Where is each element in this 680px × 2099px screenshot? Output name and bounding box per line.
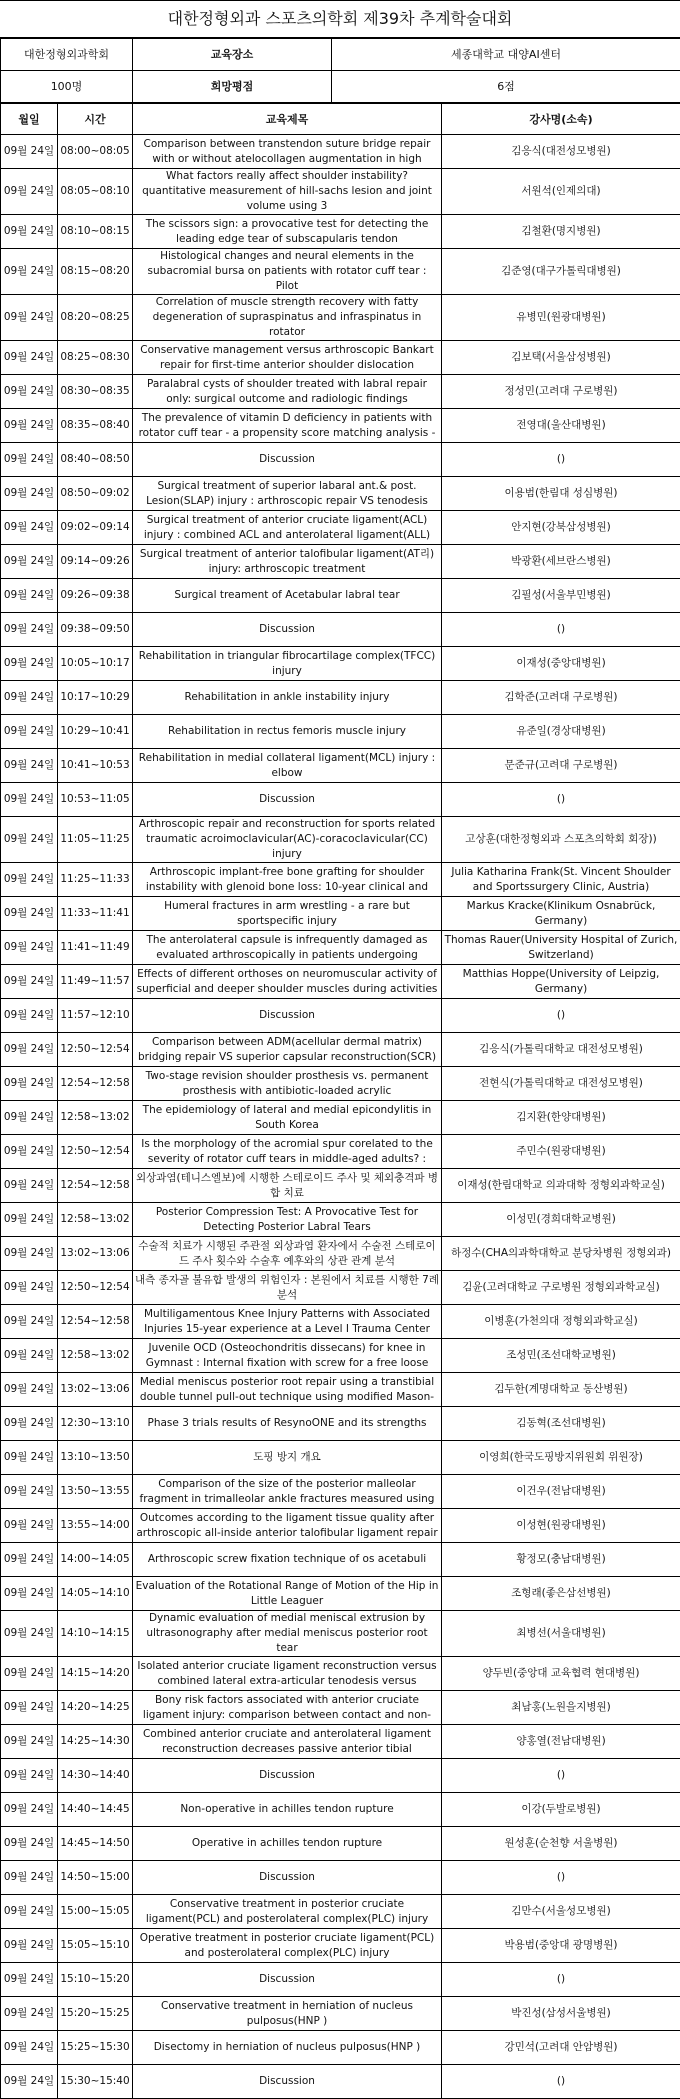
cell-speaker: 박광환(세브란스병원) [442,545,680,579]
table-row [1,169,680,215]
table-row [1,1373,680,1407]
cell-topic: Evaluation of the Rotational Range of Motion of the Hip in Little Leaguer [133,1577,442,1611]
cell-time: 13:02~13:06 [58,1373,133,1407]
cell-time: 10:29~10:41 [58,715,133,749]
cell-speaker: 김윤(고려대학교 구로병원 정형외과학교실) [442,1271,680,1305]
cell-speaker: 원성훈(순천향 서울병원) [442,1827,680,1861]
table-row [1,1861,680,1895]
cell-time: 14:05~14:10 [58,1577,133,1611]
table-row [1,681,680,715]
cell-topic: The epidemiology of lateral and medial epicondylitis in South Korea [133,1101,442,1135]
header-topic: 교육제목 [133,104,442,135]
table-row [1,613,680,647]
table-row [1,1793,680,1827]
cell-time: 09:26~09:38 [58,579,133,613]
cell-date: 09월 24일 [1,443,58,477]
society-name: 대한정형외과학회 [1,39,133,71]
table-row [1,545,680,579]
table-row [1,1033,680,1067]
cell-topic: Discussion [133,613,442,647]
cell-time: 08:15~08:20 [58,249,133,295]
cell-speaker: 김응식(가톨릭대학교 대전성모병원) [442,1033,680,1067]
cell-time: 11:41~11:49 [58,931,133,965]
cell-topic: Is the morphology of the acromial spur corelated to the severity of rotator cuff tears in middle-aged adults? : [133,1135,442,1169]
cell-speaker: Julia Katharina Frank(St. Vincent Shoulder and Sportssurgery Clinic, Austria) [442,863,680,897]
cell-topic: Arthroscopic screw fixation technique of os acetabuli [133,1543,442,1577]
cell-time: 12:50~12:54 [58,1033,133,1067]
cell-date: 09월 24일 [1,1895,58,1929]
cell-topic: Conservative treatment in herniation of nucleus pulposus(HNP ) [133,1997,442,2031]
cell-topic: Multiligamentous Knee Injury Patterns with Associated Injuries 15-year experience at a Level I Trauma Center [133,1305,442,1339]
cell-speaker: 이성현(원광대병원) [442,1509,680,1543]
table-row [1,1827,680,1861]
cell-date: 09월 24일 [1,1611,58,1657]
cell-time: 08:05~08:10 [58,169,133,215]
cell-time: 08:35~08:40 [58,409,133,443]
table-row [1,965,680,999]
table-row [1,1929,680,1963]
cell-speaker: Markus Kracke(Klinikum Osnabrück, Germany) [442,897,680,931]
cell-time: 10:05~10:17 [58,647,133,681]
table-row [1,1691,680,1725]
table-row [1,1203,680,1237]
table-row [1,1611,680,1657]
table-row [1,2065,680,2099]
cell-date: 09월 24일 [1,545,58,579]
cell-time: 09:38~09:50 [58,613,133,647]
score-label: 희망평점 [133,71,332,103]
cell-topic: Discussion [133,443,442,477]
cell-speaker: 최남홍(노원을지병원) [442,1691,680,1725]
cell-date: 09월 24일 [1,897,58,931]
cell-speaker: () [442,783,680,817]
table-row [1,1475,680,1509]
table-row [1,249,680,295]
cell-speaker: 양홍열(전남대병원) [442,1725,680,1759]
cell-date: 09월 24일 [1,1203,58,1237]
cell-time: 12:50~12:54 [58,1135,133,1169]
cell-speaker: 조형래(좋은삼선병원) [442,1577,680,1611]
cell-time: 12:54~12:58 [58,1305,133,1339]
cell-time: 08:50~09:02 [58,477,133,511]
cell-time: 15:10~15:20 [58,1963,133,1997]
cell-time: 11:57~12:10 [58,999,133,1033]
cell-speaker: 황정모(충남대병원) [442,1543,680,1577]
cell-speaker: 문준규(고려대 구로병원) [442,749,680,783]
table-row [1,579,680,613]
cell-topic: The anterolateral capsule is infrequently damaged as evaluated arthroscopically in patients undergoing [133,931,442,965]
cell-topic: Surgical treatment of anterior cruciate ligament(ACL) injury : combined ACL and anterolateral ligament(ALL) [133,511,442,545]
table-row [1,1543,680,1577]
cell-topic: Comparison between transtendon suture bridge repair with or without atelocollagen augmentation in high [133,135,442,169]
cell-topic: The scissors sign: a provocative test for detecting the leading edge tear of subscapularis tendon [133,215,442,249]
cell-topic: Posterior Compression Test: A Provocative Test for Detecting Posterior Labral Tears [133,1203,442,1237]
cell-topic: Phase 3 trials results of ResynoONE and its strengths [133,1407,442,1441]
cell-time: 11:49~11:57 [58,965,133,999]
cell-speaker: 유준일(경상대병원) [442,715,680,749]
table-row [1,443,680,477]
cell-speaker: 전현식(가톨릭대학교 대전성모병원) [442,1067,680,1101]
table-row [1,1271,680,1305]
cell-date: 09월 24일 [1,1475,58,1509]
venue-label: 교육장소 [133,39,332,71]
cell-speaker: 김학준(고려대 구로병원) [442,681,680,715]
cell-topic: Discussion [133,783,442,817]
cell-speaker: 이건우(전남대병원) [442,1475,680,1509]
cell-time: 14:20~14:25 [58,1691,133,1725]
cell-date: 09월 24일 [1,1827,58,1861]
table-row [1,1509,680,1543]
cell-date: 09월 24일 [1,1169,58,1203]
cell-date: 09월 24일 [1,613,58,647]
cell-date: 09월 24일 [1,783,58,817]
cell-speaker: 이용범(한림대 성심병원) [442,477,680,511]
cell-date: 09월 24일 [1,249,58,295]
table-row [1,135,680,169]
cell-topic: Combined anterior cruciate and anterolateral ligament reconstruction decreases passive anterior tibial [133,1725,442,1759]
cell-speaker: () [442,613,680,647]
table-row [1,1997,680,2031]
cell-date: 09월 24일 [1,1101,58,1135]
schedule-table [0,103,680,2099]
table-row [1,2031,680,2065]
cell-speaker: Thomas Rauer(University Hospital of Zurich, Switzerland) [442,931,680,965]
cell-date: 09월 24일 [1,817,58,863]
cell-date: 09월 24일 [1,1793,58,1827]
cell-time: 12:30~13:10 [58,1407,133,1441]
table-row [1,511,680,545]
cell-time: 13:50~13:55 [58,1475,133,1509]
cell-speaker: () [442,2065,680,2099]
cell-date: 09월 24일 [1,295,58,341]
cell-date: 09월 24일 [1,1577,58,1611]
cell-time: 14:15~14:20 [58,1657,133,1691]
cell-topic: Comparison between ADM(acellular dermal matrix) bridging repair VS superior capsular reconstruction(SCR) [133,1033,442,1067]
cell-time: 14:10~14:15 [58,1611,133,1657]
cell-speaker: 김응식(대전성모병원) [442,135,680,169]
cell-speaker: 안지현(강북삼성병원) [442,511,680,545]
cell-speaker: 김두한(계명대학교 동산병원) [442,1373,680,1407]
cell-date: 09월 24일 [1,1657,58,1691]
cell-topic: Discussion [133,1759,442,1793]
cell-topic: Paralabral cysts of shoulder treated with labral repair only: surgical outcome and radiologic findings [133,375,442,409]
cell-speaker: 유병민(원광대병원) [442,295,680,341]
cell-topic: Medial meniscus posterior root repair using a transtibial double tunnel pull-out technique using modified Mason- [133,1373,442,1407]
cell-speaker: 주민수(원광대병원) [442,1135,680,1169]
info-table [0,38,680,103]
cell-topic: What factors really affect shoulder instability? quantitative measurement of hill-sachs lesion and joint volume using 3 [133,169,442,215]
cell-time: 10:17~10:29 [58,681,133,715]
cell-speaker: 김동혁(조선대병원) [442,1407,680,1441]
cell-topic: Discussion [133,2065,442,2099]
table-row [1,1759,680,1793]
cell-topic: Discussion [133,1861,442,1895]
cell-time: 15:05~15:10 [58,1929,133,1963]
cell-speaker: 박용범(중앙대 광명병원) [442,1929,680,1963]
cell-time: 13:55~14:00 [58,1509,133,1543]
cell-date: 09월 24일 [1,1271,58,1305]
cell-date: 09월 24일 [1,215,58,249]
cell-time: 13:02~13:06 [58,1237,133,1271]
cell-speaker: 전영대(울산대병원) [442,409,680,443]
cell-date: 09월 24일 [1,1691,58,1725]
cell-date: 09월 24일 [1,511,58,545]
cell-time: 12:50~12:54 [58,1271,133,1305]
cell-date: 09월 24일 [1,169,58,215]
table-row [1,999,680,1033]
cell-topic: 내측 종자골 불유합 발생의 위험인자 : 본원에서 치료를 시행한 7례 분석 [133,1271,442,1305]
cell-time: 08:10~08:15 [58,215,133,249]
cell-date: 09월 24일 [1,715,58,749]
cell-topic: Conservative treatment in posterior cruciate ligament(PCL) and posterolateral complex(PLC) injury [133,1895,442,1929]
cell-time: 11:05~11:25 [58,817,133,863]
cell-speaker: 김철환(명지병원) [442,215,680,249]
table-row [1,215,680,249]
cell-date: 09월 24일 [1,1135,58,1169]
cell-date: 09월 24일 [1,1067,58,1101]
cell-speaker: () [442,999,680,1033]
table-row [1,1305,680,1339]
cell-topic: Comparison of the size of the posterior malleolar fragment in trimalleolar ankle fractures measured using [133,1475,442,1509]
cell-date: 09월 24일 [1,965,58,999]
cell-date: 09월 24일 [1,1543,58,1577]
cell-time: 08:00~08:05 [58,135,133,169]
cell-topic: Non-operative in achilles tendon rupture [133,1793,442,1827]
cell-time: 15:00~15:05 [58,1895,133,1929]
score-value: 6점 [332,71,680,103]
cell-speaker: 서원석(인제의대) [442,169,680,215]
cell-topic: Rehabilitation in medial collateral ligament(MCL) injury : elbow [133,749,442,783]
cell-topic: Surgical treatment of anterior talofibular ligament(AT리) injury: arthroscopic treatment [133,545,442,579]
cell-speaker: 김필성(서울부민병원) [442,579,680,613]
cell-topic: 외상과염(테니스엘보)에 시행한 스테로이드 주사 및 체외충격파 병합 치료 [133,1169,442,1203]
cell-date: 09월 24일 [1,579,58,613]
page-title: 대한정형외과 스포츠의학회 제39차 추계학술대회 [0,0,680,38]
cell-speaker: 최병선(서울대병원) [442,1611,680,1657]
cell-topic: Outcomes according to the ligament tissue quality after arthroscopic all-inside anterior talofibular ligament repair [133,1509,442,1543]
cell-date: 09월 24일 [1,647,58,681]
cell-topic: Operative in achilles tendon rupture [133,1827,442,1861]
cell-speaker: 김지환(한양대병원) [442,1101,680,1135]
cell-time: 13:10~13:50 [58,1441,133,1475]
cell-time: 09:14~09:26 [58,545,133,579]
cell-time: 08:25~08:30 [58,341,133,375]
cell-time: 12:58~13:02 [58,1203,133,1237]
cell-speaker: () [442,443,680,477]
cell-date: 09월 24일 [1,1441,58,1475]
cell-date: 09월 24일 [1,1509,58,1543]
cell-time: 14:50~15:00 [58,1861,133,1895]
table-row [1,1407,680,1441]
table-row [1,1237,680,1271]
cell-topic: Conservative management versus arthroscopic Bankart repair for first-time anterior shoulder dislocation [133,341,442,375]
cell-topic: Disectomy in herniation of nucleus pulposus(HNP ) [133,2031,442,2065]
cell-time: 08:20~08:25 [58,295,133,341]
cell-time: 15:30~15:40 [58,2065,133,2099]
cell-date: 09월 24일 [1,1963,58,1997]
cell-date: 09월 24일 [1,1033,58,1067]
cell-date: 09월 24일 [1,1407,58,1441]
cell-topic: The prevalence of vitamin D deficiency in patients with rotator cuff tear - a propensity score matching analysis - [133,409,442,443]
cell-topic: Surgical treatment of superior labaral ant.& post. Lesion(SLAP) injury : arthroscopic repair VS tenodesis [133,477,442,511]
cell-time: 12:58~13:02 [58,1339,133,1373]
cell-speaker: 이병훈(가천의대 정형외과학교실) [442,1305,680,1339]
table-row [1,817,680,863]
cell-time: 14:45~14:50 [58,1827,133,1861]
table-row [1,1135,680,1169]
table-row [1,1441,680,1475]
cell-date: 09월 24일 [1,749,58,783]
cell-time: 15:20~15:25 [58,1997,133,2031]
cell-topic: Discussion [133,999,442,1033]
cell-date: 09월 24일 [1,681,58,715]
cell-topic: Arthroscopic implant-free bone grafting for shoulder instability with glenoid bone loss: 10-year clinical and [133,863,442,897]
cell-speaker: 고상훈(대한정형외과 스포츠의학회 회장)) [442,817,680,863]
cell-time: 11:25~11:33 [58,863,133,897]
cell-date: 09월 24일 [1,931,58,965]
cell-time: 11:33~11:41 [58,897,133,931]
cell-date: 09월 24일 [1,2031,58,2065]
cell-speaker: 김준영(대구가톨릭대병원) [442,249,680,295]
table-row [1,341,680,375]
cell-speaker: () [442,1963,680,1997]
cell-date: 09월 24일 [1,1305,58,1339]
cell-speaker: 강민석(고려대 안암병원) [442,2031,680,2065]
table-row [1,647,680,681]
cell-speaker: 김만수(서울성모병원) [442,1895,680,1929]
cell-time: 08:30~08:35 [58,375,133,409]
cell-time: 14:25~14:30 [58,1725,133,1759]
cell-date: 09월 24일 [1,409,58,443]
cell-speaker: 이영희(한국도핑방지위원회 위원장) [442,1441,680,1475]
cell-speaker: 양두빈(중앙대 교육협력 현대병원) [442,1657,680,1691]
cell-time: 09:02~09:14 [58,511,133,545]
cell-speaker: 이성민(경희대학교병원) [442,1203,680,1237]
cell-speaker: 정성민(고려대 구로병원) [442,375,680,409]
table-row [1,375,680,409]
cell-time: 10:41~10:53 [58,749,133,783]
table-row [1,863,680,897]
cell-speaker: 하정수(CHA의과학대학교 분당차병원 정형외과) [442,1237,680,1271]
table-row [1,1657,680,1691]
cell-speaker: 이재성(한림대학교 의과대학 정형외과학교실) [442,1169,680,1203]
table-row [1,931,680,965]
cell-speaker: 조성민(조선대학교병원) [442,1339,680,1373]
cell-topic: Histological changes and neural elements in the subacromial bursa on patients with rotator cuff tear : Pilot [133,249,442,295]
cell-speaker: 박진성(삼성서울병원) [442,1997,680,2031]
cell-time: 15:25~15:30 [58,2031,133,2065]
cell-speaker: 김보택(서울삼성병원) [442,341,680,375]
cell-topic: Effects of different orthoses on neuromuscular activity of superficial and deeper shoulder muscles during activities [133,965,442,999]
cell-date: 09월 24일 [1,1373,58,1407]
cell-topic: Operative treatment in posterior cruciate ligament(PCL) and posterolateral complex(PLC) injury [133,1929,442,1963]
cell-date: 09월 24일 [1,477,58,511]
cell-date: 09월 24일 [1,863,58,897]
cell-time: 14:00~14:05 [58,1543,133,1577]
table-row [1,1067,680,1101]
table-row [1,715,680,749]
cell-topic: Isolated anterior cruciate ligament reconstruction versus combined lateral extra-articular tenodesis versus [133,1657,442,1691]
cell-date: 09월 24일 [1,1725,58,1759]
table-row [1,477,680,511]
table-row [1,1725,680,1759]
cell-topic: Juvenile OCD (Osteochondritis dissecans) for knee in Gymnast : Internal fixation with screw for a free loose [133,1339,442,1373]
cell-topic: Surgical treament of Acetabular labral tear [133,579,442,613]
table-header-row [1,104,680,135]
table-row [1,897,680,931]
table-row [1,783,680,817]
cell-date: 09월 24일 [1,1237,58,1271]
cell-topic: Rehabilitation in triangular fibrocartilage complex(TFCC) injury [133,647,442,681]
header-date: 월일 [1,104,58,135]
cell-topic: Two-stage revision shoulder prosthesis vs. permanent prosthesis with antibiotic-loaded acrylic [133,1067,442,1101]
cell-speaker: () [442,1861,680,1895]
cell-speaker: Matthias Hoppe(University of Leipzig, Germany) [442,965,680,999]
cell-speaker: 이재성(중앙대병원) [442,647,680,681]
cell-topic: Rehabilitation in ankle instability injury [133,681,442,715]
table-row [1,295,680,341]
header-time: 시간 [58,104,133,135]
cell-topic: Rehabilitation in rectus femoris muscle injury [133,715,442,749]
table-row [1,1895,680,1929]
cell-time: 12:58~13:02 [58,1101,133,1135]
table-row [1,1339,680,1373]
cell-speaker: 이강(두발로병원) [442,1793,680,1827]
table-row [1,409,680,443]
cell-topic: Discussion [133,1963,442,1997]
cell-topic: Dynamic evaluation of medial meniscal extrusion by ultrasonography after medial meniscus posterior root tear [133,1611,442,1657]
table-row [1,1101,680,1135]
table-row [1,1577,680,1611]
cell-date: 09월 24일 [1,2065,58,2099]
cell-date: 09월 24일 [1,341,58,375]
table-row [1,1169,680,1203]
cell-date: 09월 24일 [1,999,58,1033]
venue-value: 세종대학교 대양AI센터 [332,39,680,71]
cell-time: 12:54~12:58 [58,1169,133,1203]
table-row [1,749,680,783]
table-row [1,1963,680,1997]
cell-topic: 도핑 방지 개요 [133,1441,442,1475]
cell-date: 09월 24일 [1,375,58,409]
cell-topic: 수술적 치료가 시행된 주관절 외상과염 환자에서 수술전 스테로이드 주사 횟수와 수술후 예후와의 상관 관계 분석 [133,1237,442,1271]
cell-date: 09월 24일 [1,1997,58,2031]
cell-topic: Correlation of muscle strength recovery with fatty degeneration of supraspinatus and infraspinatus in rotator [133,295,442,341]
cell-date: 09월 24일 [1,1339,58,1373]
cell-date: 09월 24일 [1,1861,58,1895]
cell-topic: Bony risk factors associated with anterior cruciate ligament injury: comparison between contact and non- [133,1691,442,1725]
cell-time: 14:40~14:45 [58,1793,133,1827]
cell-date: 09월 24일 [1,1759,58,1793]
cell-speaker: () [442,1759,680,1793]
cell-time: 08:40~08:50 [58,443,133,477]
cell-topic: Humeral fractures in arm wrestling - a rare but sportspecific injury [133,897,442,931]
capacity-value: 100명 [1,71,133,103]
cell-time: 14:30~14:40 [58,1759,133,1793]
cell-time: 10:53~11:05 [58,783,133,817]
cell-time: 12:54~12:58 [58,1067,133,1101]
cell-date: 09월 24일 [1,1929,58,1963]
header-speaker: 강사명(소속) [442,104,680,135]
cell-topic: Arthroscopic repair and reconstruction for sports related traumatic acroimoclavicular(AC)-coracoclavicular(CC) injury [133,817,442,863]
cell-date: 09월 24일 [1,135,58,169]
